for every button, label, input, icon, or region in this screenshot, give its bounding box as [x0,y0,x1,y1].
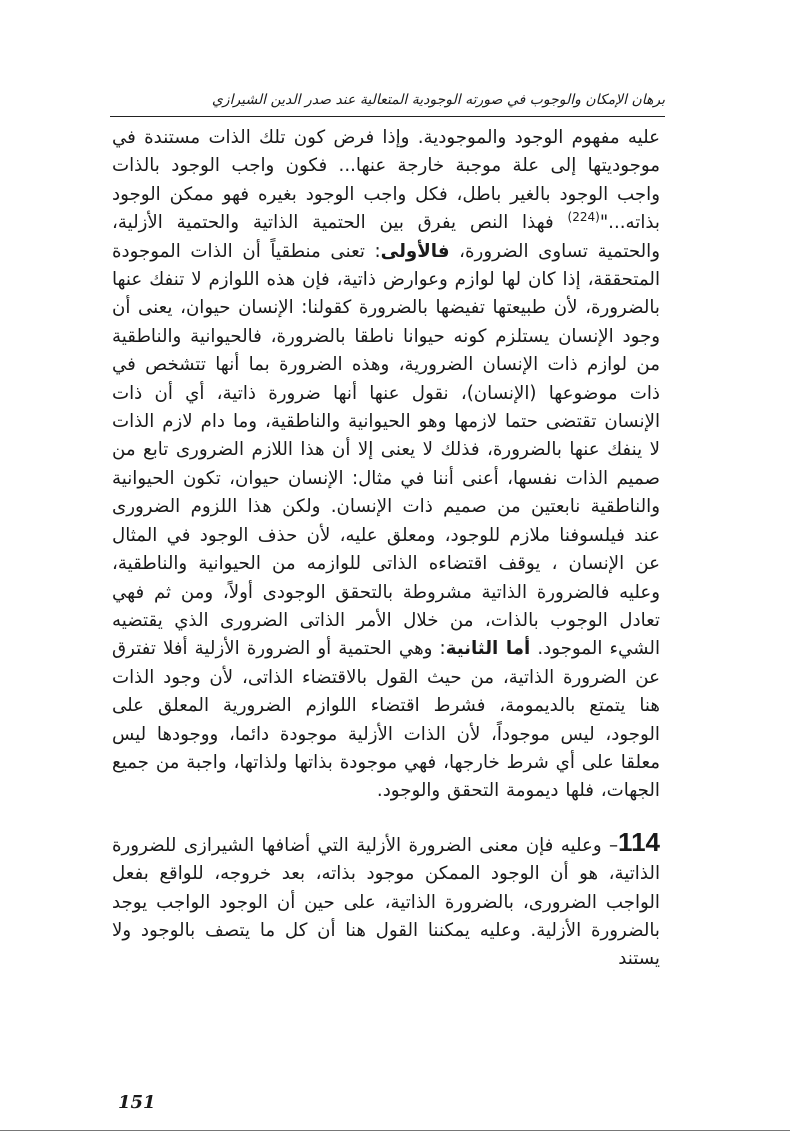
first-label: فالأولى [380,240,450,262]
paragraph-1-text-b: فهذا النص يفرق بين الحتمية الذاتية والحتمية الأزلية، والحتمية تساوى الضرورة، [112,212,660,262]
paragraph-1-text-d: : وهي الحتمية أو الضرورة الأزلية أفلا تفترق عن الضرورة الذاتية، من حيث القول بالاقتضاء الذاتى، لأن وجود الذات هنا يتمتع بالديمومة، فشرط اقتضاء اللوازم الضرورية المعلق على الوجود، ليس موجوداً، لأن الذات الأزلية موجودة دائما، ووجودها ليس معلقا على أي شرط خارجها، فهي موجودة بذاتها ولذاتها، واجبة من جميع الجهات، فلها ديمومة التحقق والوجود. [112,638,660,802]
paragraph-1-text-c: : تعنى منطقياً أن الذات الموجودة المتحققة، إذا كان لها لوازم وعوارض ذاتية، فإن هذه اللوازم لا تنفك عنها بالضرورة، لأن طبيعتها تفيضها بالضرورة كقولنا: الإنسان حيوان، يعنى أن وجود الإنسان يستلزم كونه حيوانا ناطقا بالضرورة، فالحيوانية والناطقية من لوازم ذات الإنسان الضرورية، وهذه الضرورة بما أنها تتشخص في ذات موضوعها (الإنسان)، نقول عنها أنها ضرورة ذاتية، أي أن ذات الإنسان تقتضى حتما لازمها وهو الحيوانية والناطقية، وما دام لازم الذات لا ينفك عنها بالضرورة، فذلك لا يعنى إلا أن هذا اللازم الضرورى تابع من صميم الذات نفسها، أعنى أننا في مثال: الإنسان حيوان، تكون الحيوانية والناطقية نابعتين من صميم ذات الإنسان. ولكن هذا اللزوم الضرورى عند فيلسوفنا ملازم للوجود، ومعلق عليه، لأن حذف الوجود في المثال عن الإنسان ، يوقف اقتضاءه الذاتى للوازمه من الحيوانية والناطقية، وعليه فالضرورة الذاتية مشروطة بالتحقق الوجودى أولاً، ومن ثم فهي تعادل الوجوب بالذات، من خلال الأمر الذاتى الضرورى الذي يقتضيه الشيء الموجود. [112,240,660,660]
footnote-reference: (224) [567,210,600,225]
main-text [112,124,660,974]
second-label: أما الثانية [445,638,531,660]
page-number: 151 [118,1092,156,1113]
paragraph-1-text-a: عليه مفهوم الوجود والموجودية. وإذا فرض كون تلك الذات مستندة في موجوديتها إلى علة موجبة خارجة عنها... فكون واجب الوجود بالذات واجب الوجود بالغير باطل، فكل واجب الوجود بغيره فهو ممكن الوجود بذاته..." [112,127,660,234]
paragraph-number: 114 [618,826,660,857]
paragraph-1 [112,124,660,806]
paragraph-2-text: – وعليه فإن معنى الضرورة الأزلية التي أضافها الشيرازى للضرورة الذاتية، هو أن الوجود الممكن موجود بذاته، بعد خروجه، للواقع بفعل الواجب الضرورى، بالضرورة الذاتية، على حين أن الوجود الواجب يوجد بالضرورة الأزلية. وعليه يمكننا القول هنا أن كل ما يتصف بالوجود ولا يستند [112,834,660,970]
header-divider [110,116,665,117]
paragraph-2 [112,828,660,974]
page-bottom-edge [0,1130,790,1131]
running-header: برهان الإمكان والوجوب في صورته الوجودية المتعالية عند صدر الدين الشيرازي [211,92,665,108]
